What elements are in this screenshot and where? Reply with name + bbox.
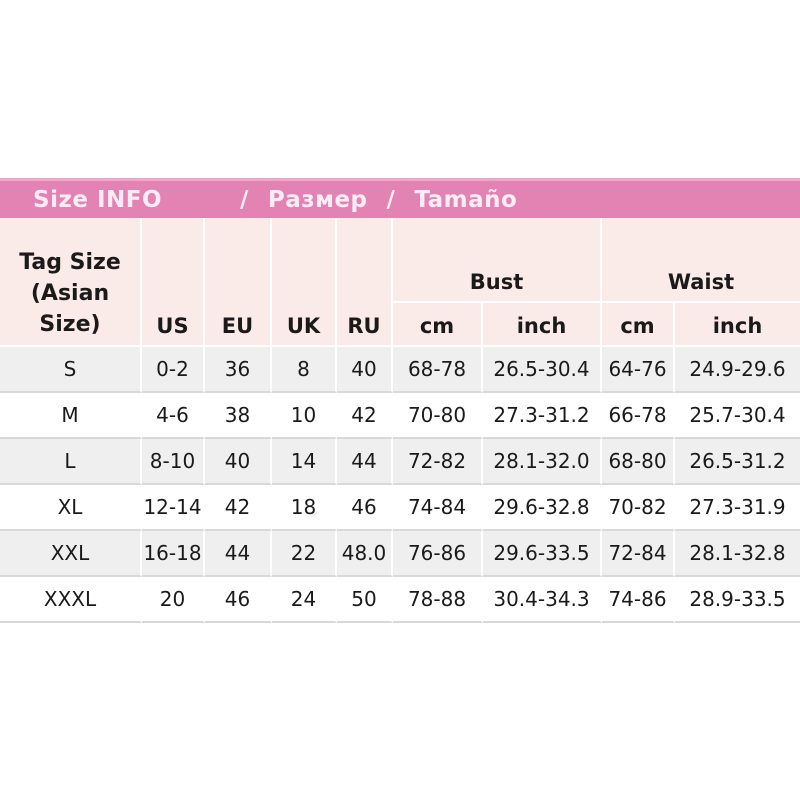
table-row-xl [0, 485, 800, 531]
eu-cell: 44 [205, 531, 272, 577]
ru-cell: 40 [337, 347, 393, 393]
table-row-xxxl [0, 577, 800, 623]
tag-size-cell: XXXL [0, 577, 142, 623]
waist-cm-cell: 74-86 [602, 577, 675, 623]
col-group-bust: Bust [393, 218, 602, 303]
col-header-ru: RU [337, 218, 393, 347]
col-header-bust-cm: cm [393, 303, 483, 347]
waist-inch-cell: 26.5-31.2 [675, 439, 800, 485]
tag-size-cell: M [0, 393, 142, 439]
table-row-s [0, 347, 800, 393]
header-row-main [0, 218, 800, 303]
title-bar [0, 178, 800, 218]
eu-cell: 42 [205, 485, 272, 531]
waist-inch-cell: 28.1-32.8 [675, 531, 800, 577]
waist-cm-cell: 68-80 [602, 439, 675, 485]
table-row-xxl [0, 531, 800, 577]
bust-inch-cell: 29.6-32.8 [483, 485, 602, 531]
col-group-waist: Waist [602, 218, 800, 303]
bust-inch-cell: 28.1-32.0 [483, 439, 602, 485]
ru-cell: 46 [337, 485, 393, 531]
uk-cell: 22 [272, 531, 337, 577]
tag-size-cell: XL [0, 485, 142, 531]
title-translations [240, 181, 517, 218]
uk-cell: 14 [272, 439, 337, 485]
col-header-bust-inch: inch [483, 303, 602, 347]
title-separator: / [386, 186, 396, 213]
title-separator: / [240, 186, 249, 213]
title-razmer: Размер [267, 186, 368, 213]
tag-size-line-2: (Asian [30, 281, 110, 306]
waist-inch-cell: 25.7-30.4 [675, 393, 800, 439]
us-cell: 0-2 [142, 347, 205, 393]
waist-inch-cell: 28.9-33.5 [675, 577, 800, 623]
us-cell: 16-18 [142, 531, 205, 577]
waist-inch-cell: 27.3-31.9 [675, 485, 800, 531]
waist-cm-cell: 64-76 [602, 347, 675, 393]
ru-cell: 42 [337, 393, 393, 439]
bust-cm-cell: 68-78 [393, 347, 483, 393]
us-cell: 12-14 [142, 485, 205, 531]
eu-cell: 40 [205, 439, 272, 485]
bust-inch-cell: 26.5-30.4 [483, 347, 602, 393]
ru-cell: 44 [337, 439, 393, 485]
col-header-waist-cm: cm [602, 303, 675, 347]
uk-cell: 8 [272, 347, 337, 393]
tag-size-line-1: Tag Size [19, 250, 121, 275]
ru-cell: 50 [337, 577, 393, 623]
eu-cell: 46 [205, 577, 272, 623]
col-header-uk: UK [272, 218, 337, 347]
title-tamano: Tamaño [414, 186, 518, 213]
bust-inch-cell: 30.4-34.3 [483, 577, 602, 623]
bust-inch-cell: 27.3-31.2 [483, 393, 602, 439]
col-header-waist-inch: inch [675, 303, 800, 347]
uk-cell: 18 [272, 485, 337, 531]
col-header-eu: EU [205, 218, 272, 347]
ru-cell: 48.0 [337, 531, 393, 577]
table-row-m [0, 393, 800, 439]
tag-size-cell: S [0, 347, 142, 393]
uk-cell: 10 [272, 393, 337, 439]
us-cell: 4-6 [142, 393, 205, 439]
tag-size-cell: XXL [0, 531, 142, 577]
waist-cm-cell: 66-78 [602, 393, 675, 439]
waist-cm-cell: 70-82 [602, 485, 675, 531]
eu-cell: 38 [205, 393, 272, 439]
size-table [0, 218, 800, 623]
bust-cm-cell: 74-84 [393, 485, 483, 531]
table-row-l [0, 439, 800, 485]
col-header-us: US [142, 218, 205, 347]
bust-cm-cell: 70-80 [393, 393, 483, 439]
bust-cm-cell: 72-82 [393, 439, 483, 485]
us-cell: 20 [142, 577, 205, 623]
uk-cell: 24 [272, 577, 337, 623]
waist-inch-cell: 24.9-29.6 [675, 347, 800, 393]
waist-cm-cell: 72-84 [602, 531, 675, 577]
eu-cell: 36 [205, 347, 272, 393]
title-size-info: Size INFO [33, 186, 163, 213]
bust-cm-cell: 76-86 [393, 531, 483, 577]
bust-cm-cell: 78-88 [393, 577, 483, 623]
bust-inch-cell: 29.6-33.5 [483, 531, 602, 577]
col-header-tag-size [0, 218, 142, 347]
us-cell: 8-10 [142, 439, 205, 485]
tag-size-line-3: Size) [39, 312, 101, 337]
tag-size-cell: L [0, 439, 142, 485]
